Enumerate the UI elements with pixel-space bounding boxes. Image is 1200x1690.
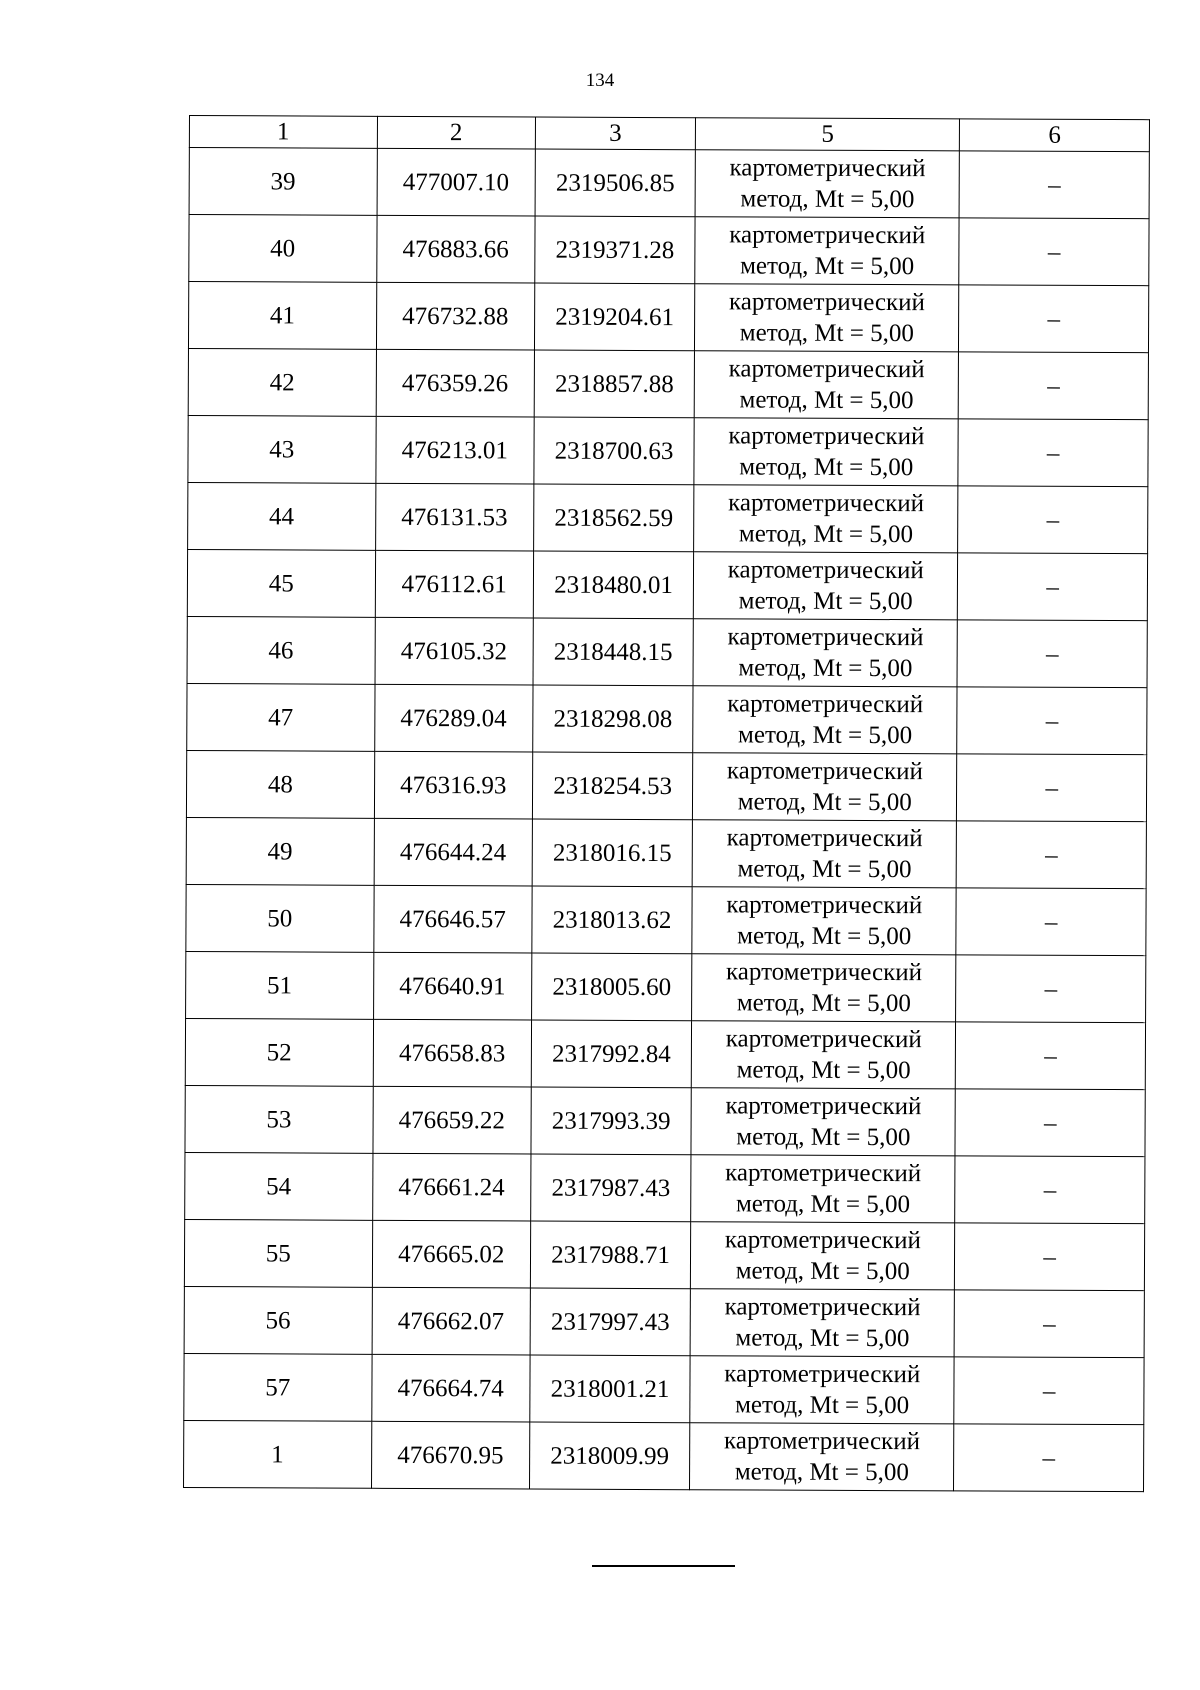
method-line-2: метод, Mt = 5,00 (737, 788, 912, 817)
table-row (184, 1420, 1144, 1491)
method-line-2: метод, Mt = 5,00 (736, 1056, 911, 1085)
point-number-cell: 44 (188, 482, 376, 550)
point-number-cell: 54 (185, 1152, 373, 1220)
table-row (186, 884, 1146, 955)
method-line-2: метод, Mt = 5,00 (735, 1257, 910, 1286)
method-line-1: картометрический (726, 891, 923, 920)
method-line-2: метод, Mt = 5,00 (735, 1391, 910, 1420)
method-cell (695, 284, 959, 352)
method-cell (694, 552, 958, 620)
point-number-cell: 42 (188, 348, 376, 416)
x-coordinate-cell: 476670.95 (371, 1421, 530, 1489)
method-line-2: метод, Mt = 5,00 (740, 252, 915, 281)
y-coordinate-cell: 2317992.84 (531, 1020, 692, 1088)
method-line-2: метод, Mt = 5,00 (737, 922, 912, 951)
x-coordinate-cell: 476732.88 (376, 282, 535, 350)
method-line-2: метод, Mt = 5,00 (738, 654, 913, 683)
method-line-1: картометрический (727, 690, 924, 719)
method-cell (693, 753, 957, 821)
method-line-2: метод, Mt = 5,00 (736, 989, 912, 1018)
point-number-cell: 43 (188, 415, 376, 483)
note-cell: – (955, 1223, 1145, 1291)
note-cell: – (958, 419, 1148, 487)
method-line-1: картометрический (724, 1226, 921, 1255)
x-coordinate-cell: 476131.53 (375, 483, 534, 551)
method-line-1: картометрический (724, 1293, 921, 1322)
y-coordinate-cell: 2318298.08 (533, 685, 694, 753)
method-cell (694, 351, 958, 419)
method-line-1: картометрический (729, 154, 926, 183)
note-cell: – (957, 687, 1147, 755)
y-coordinate-cell: 2318480.01 (533, 551, 694, 619)
method-line-2: метод, Mt = 5,00 (740, 185, 915, 214)
point-number-cell: 57 (184, 1353, 372, 1421)
header-cell-1: 1 (189, 116, 377, 149)
page-number: 134 (585, 70, 615, 91)
table-row (188, 415, 1148, 486)
method-line-2: метод, Mt = 5,00 (739, 319, 914, 348)
table-row (188, 482, 1148, 553)
y-coordinate-cell: 2318009.99 (529, 1422, 690, 1490)
method-line-1: картометрический (726, 824, 923, 853)
x-coordinate-cell: 476659.22 (373, 1086, 532, 1154)
method-line-2: метод, Mt = 5,00 (736, 1123, 911, 1152)
note-cell: – (954, 1290, 1144, 1358)
method-cell (690, 1289, 954, 1357)
note-cell: – (956, 1022, 1146, 1090)
method-cell (691, 1155, 955, 1223)
point-number-cell: 49 (186, 817, 374, 885)
y-coordinate-cell: 2317997.43 (530, 1288, 691, 1356)
table-row (186, 750, 1146, 821)
note-cell: – (959, 352, 1149, 420)
method-cell (691, 1088, 955, 1156)
y-coordinate-cell: 2318001.21 (530, 1355, 691, 1423)
table-row (187, 549, 1147, 620)
x-coordinate-cell: 476662.07 (372, 1287, 531, 1355)
note-cell: – (959, 151, 1149, 219)
note-cell: – (957, 821, 1147, 889)
note-cell: – (954, 1424, 1144, 1492)
y-coordinate-cell: 2318016.15 (532, 819, 693, 887)
table-row (185, 1152, 1145, 1223)
method-line-2: метод, Mt = 5,00 (738, 721, 913, 750)
header-cell-6: 6 (960, 119, 1150, 152)
method-cell (691, 1021, 955, 1089)
x-coordinate-cell: 476664.74 (371, 1354, 530, 1422)
method-cell (691, 1222, 955, 1290)
y-coordinate-cell: 2318013.62 (532, 886, 693, 954)
table-row (187, 616, 1147, 687)
header-cell-3: 3 (535, 117, 695, 150)
y-coordinate-cell: 2318005.60 (531, 953, 692, 1021)
method-line-1: картометрический (727, 623, 924, 652)
method-line-1: картометрический (727, 556, 924, 585)
header-cell-2: 2 (377, 116, 535, 149)
method-line-1: картометрический (728, 355, 925, 384)
method-cell (694, 485, 958, 553)
y-coordinate-cell: 2319371.28 (535, 216, 696, 284)
method-line-2: метод, Mt = 5,00 (735, 1190, 911, 1219)
point-number-cell: 39 (189, 148, 377, 216)
x-coordinate-cell: 476359.26 (376, 349, 535, 417)
x-coordinate-cell: 476289.04 (374, 684, 533, 752)
point-number-cell: 1 (184, 1420, 372, 1488)
point-number-cell: 50 (186, 884, 374, 952)
method-line-1: картометрический (726, 958, 923, 987)
coordinates-table (183, 115, 1150, 1492)
table-row (185, 1018, 1145, 1089)
table-row (185, 1085, 1145, 1156)
table-row (186, 817, 1146, 888)
note-cell: – (957, 754, 1147, 822)
x-coordinate-cell: 476112.61 (375, 550, 534, 618)
method-line-1: картометрический (724, 1360, 921, 1389)
y-coordinate-cell: 2318562.59 (533, 484, 694, 552)
method-cell (693, 686, 957, 754)
y-coordinate-cell: 2319204.61 (534, 283, 695, 351)
method-line-1: картометрический (725, 1092, 922, 1121)
table-row (187, 683, 1147, 754)
method-line-2: метод, Mt = 5,00 (738, 520, 914, 549)
method-line-1: картометрический (728, 288, 926, 317)
method-cell (692, 820, 956, 888)
table-row (184, 1219, 1144, 1290)
method-line-1: картометрический (723, 1427, 921, 1456)
y-coordinate-cell: 2317988.71 (530, 1221, 691, 1289)
x-coordinate-cell: 476646.57 (373, 885, 532, 953)
method-cell (693, 619, 957, 687)
table-body (184, 148, 1150, 1492)
table-row (184, 1353, 1144, 1424)
point-number-cell: 48 (186, 750, 374, 818)
x-coordinate-cell: 477007.10 (377, 148, 536, 216)
header-row (189, 116, 1149, 152)
x-coordinate-cell: 476661.24 (372, 1153, 531, 1221)
point-number-cell: 46 (187, 616, 375, 684)
header-cell-5: 5 (696, 118, 960, 151)
method-line-2: метод, Mt = 5,00 (739, 453, 914, 482)
table-row (189, 148, 1149, 219)
x-coordinate-cell: 476665.02 (372, 1220, 531, 1288)
note-cell: – (954, 1357, 1144, 1425)
note-cell: – (956, 955, 1146, 1023)
point-number-cell: 47 (187, 683, 375, 751)
point-number-cell: 41 (188, 282, 376, 350)
method-line-1: картометрический (725, 1159, 922, 1188)
x-coordinate-cell: 476316.93 (374, 751, 533, 819)
point-number-cell: 52 (185, 1018, 373, 1086)
point-number-cell: 53 (185, 1085, 373, 1153)
method-line-2: метод, Mt = 5,00 (739, 386, 914, 415)
method-line-2: метод, Mt = 5,00 (737, 855, 912, 884)
note-cell: – (959, 285, 1149, 353)
y-coordinate-cell: 2317993.39 (531, 1087, 692, 1155)
note-cell: – (958, 553, 1148, 621)
method-line-1: картометрический (729, 221, 926, 250)
method-cell (690, 1423, 954, 1491)
footer-rule (592, 1565, 735, 1567)
note-cell: – (959, 218, 1149, 286)
y-coordinate-cell: 2317987.43 (531, 1154, 692, 1222)
note-cell: – (956, 888, 1146, 956)
method-cell (692, 887, 956, 955)
note-cell: – (955, 1089, 1145, 1157)
method-cell (692, 954, 956, 1022)
method-cell (690, 1356, 954, 1424)
table-header (189, 116, 1149, 152)
table-row (184, 1286, 1144, 1357)
method-cell (695, 150, 959, 218)
point-number-cell: 56 (184, 1286, 372, 1354)
y-coordinate-cell: 2318448.15 (533, 618, 694, 686)
method-line-2: метод, Mt = 5,00 (738, 587, 913, 616)
method-line-2: метод, Mt = 5,00 (735, 1324, 910, 1353)
note-cell: – (955, 1156, 1145, 1224)
method-line-1: картометрический (728, 422, 925, 451)
point-number-cell: 55 (184, 1219, 372, 1287)
method-line-1: картометрический (726, 757, 923, 786)
note-cell: – (957, 620, 1147, 688)
y-coordinate-cell: 2319506.85 (535, 149, 696, 217)
point-number-cell: 40 (189, 215, 377, 283)
point-number-cell: 45 (187, 549, 375, 617)
y-coordinate-cell: 2318857.88 (534, 350, 695, 418)
point-number-cell: 51 (186, 951, 374, 1019)
table-row (186, 951, 1146, 1022)
method-line-2: метод, Mt = 5,00 (734, 1458, 909, 1487)
x-coordinate-cell: 476658.83 (373, 1019, 532, 1087)
y-coordinate-cell: 2318700.63 (534, 417, 695, 485)
method-line-1: картометрический (725, 1025, 922, 1054)
method-cell (695, 217, 959, 285)
table-row (188, 348, 1148, 419)
x-coordinate-cell: 476640.91 (373, 952, 532, 1020)
method-line-1: картометрический (728, 489, 925, 518)
x-coordinate-cell: 476883.66 (376, 215, 535, 283)
table-row (188, 282, 1148, 353)
x-coordinate-cell: 476213.01 (375, 416, 534, 484)
x-coordinate-cell: 476644.24 (374, 818, 533, 886)
x-coordinate-cell: 476105.32 (375, 617, 534, 685)
table-row (189, 215, 1149, 286)
method-cell (694, 418, 958, 486)
y-coordinate-cell: 2318254.53 (532, 752, 693, 820)
note-cell: – (958, 486, 1148, 554)
